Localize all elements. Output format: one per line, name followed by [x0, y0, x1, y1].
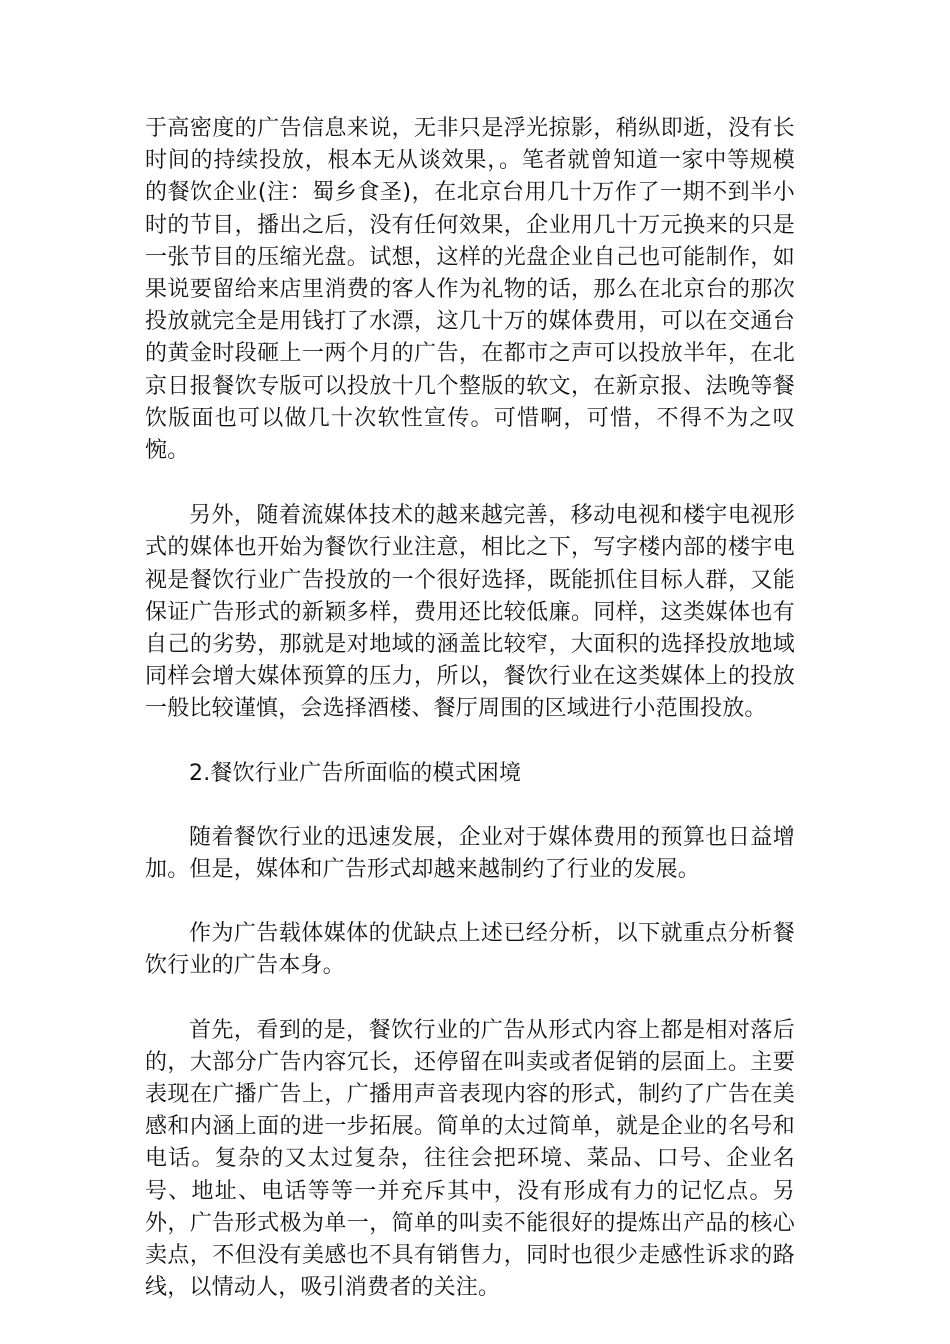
section-heading: 2.餐饮行业广告所面临的模式困境 [189, 760, 522, 786]
paragraph-mobile-tv: 另外，随着流媒体技术的越来越完善，移动电视和楼宇电视形式的媒体也开始为餐饮行业注意，相比之下，写字楼内部的楼宇电视是餐饮行业广告投放的一个很好选择，既能抓住目标人群，又能保证广告形式的新颖多样，费用还比较低廉。同样，这类媒体也有自己的劣势，那就是对地域的涵盖比较窄，大面积的选择投放地域同样会增大媒体预算的压力，所以，餐饮行业在这类媒体上的投放一般比较谨慎，会选择酒楼、餐厅周围的区域进行小范围投放。 [145, 503, 795, 722]
paragraph-ad-form: 首先，看到的是，餐饮行业的广告从形式内容上都是相对落后的，大部分广告内容冗长，还停留在叫卖或者促销的层面上。主要表现在广播广告上，广播用声音表现内容的形式，制约了广告在美感和内涵上面的进一步拓展。简单的太过简单，就是企业的名号和电话。复杂的又太过复杂，往往会把环境、菜品、口号、企业名号、地址、电话等等一并充斥其中，没有形成有力的记忆点。另外，广告形式极为单一，简单的叫卖不能很好的提炼出产品的核心卖点，不但没有美感也不具有销售力，同时也很少走感性诉求的路线，以情动人，吸引消费者的关注。 [145, 1017, 795, 1301]
paragraph-industry-growth: 随着餐饮行业的迅速发展，企业对于媒体费用的预算也日益增加。但是，媒体和广告形式却越来越制约了行业的发展。 [145, 824, 795, 883]
paragraph-continuation: 于高密度的广告信息来说，无非只是浮光掠影，稍纵即逝，没有长时间的持续投放，根本无从谈效果，。笔者就曾知道一家中等规模的餐饮企业(注：蜀乡食圣)，在北京台用几十万作了一期不到半小时的节目，播出之后，没有任何效果，企业用几十万元换来的只是一张节目的压缩光盘。试想，这样的光盘企业自己也可能制作，如果说要留给来店里消费的客人作为礼物的话，那么在北京台的那次投放就完全是用钱打了水漂，这几十万的媒体费用，可以在交通台的黄金时段砸上一两个月的广告，在都市之声可以投放半年，在北京日报餐饮专版可以投放十几个整版的软文，在新京报、法晚等餐饮版面也可以做几十次软性宣传。可惜啊，可惜，不得不为之叹惋。 [145, 116, 795, 464]
paragraph-analysis-intro: 作为广告载体媒体的优缺点上述已经分析，以下就重点分析餐饮行业的广告本身。 [145, 921, 795, 979]
document-body [145, 113, 795, 1337]
